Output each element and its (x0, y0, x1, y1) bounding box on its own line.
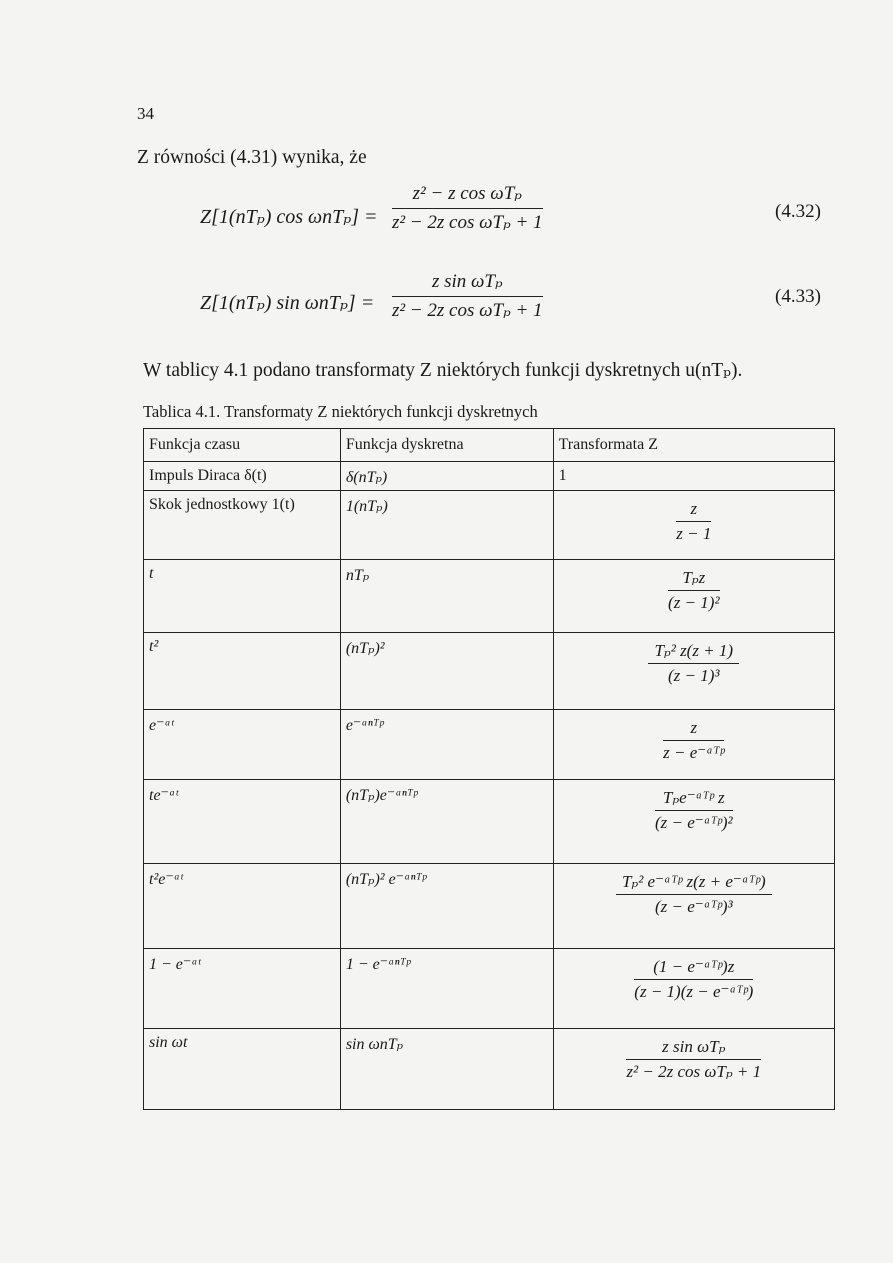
time-function-cell: te⁻ᵃᵗ (144, 780, 341, 864)
time-function-cell: Skok jednostkowy 1(t) (144, 491, 341, 560)
header-z-transform: Transformata Z (553, 429, 834, 462)
intro-text: Z równości (4.31) wynika, że (137, 147, 367, 168)
z-denominator: z² − 2z cos ωTₚ + 1 (626, 1062, 762, 1081)
header-time-function: Funkcja czasu (144, 429, 341, 462)
z-transform-fraction (634, 957, 753, 1002)
discrete-function-cell: δ(nTₚ) (340, 462, 553, 491)
z-denominator: (z − 1)³ (668, 666, 720, 685)
equation-label: (4.33) (775, 286, 821, 307)
z-numerator: z (676, 499, 711, 522)
table-row (144, 710, 835, 780)
equation-fraction (392, 182, 543, 234)
z-denominator: (z − 1)² (668, 593, 720, 612)
z-transform-cell (553, 864, 834, 949)
table-row (144, 949, 835, 1029)
z-transform-cell (553, 949, 834, 1029)
time-function-cell: t (144, 560, 341, 633)
equation-denominator: z² − 2z cos ωTₚ + 1 (392, 212, 543, 233)
table-header-row (144, 429, 835, 462)
discrete-function-cell: (nTₚ)² e⁻ᵃⁿᵀᵖ (340, 864, 553, 949)
equation-fraction (392, 270, 543, 322)
equation-lhs: Z[1(nTₚ) cos ωnTₚ] = (200, 206, 378, 228)
z-numerator: z sin ωTₚ (626, 1037, 761, 1060)
table-row (144, 462, 835, 491)
z-transform-cell (553, 1029, 834, 1110)
z-denominator: z − 1 (676, 524, 712, 543)
table-row (144, 560, 835, 633)
z-denominator: (z − 1)(z − e⁻ᵃᵀᵖ) (634, 982, 754, 1001)
z-denominator: (z − e⁻ᵃᵀᵖ)³ (654, 897, 733, 916)
z-transform-cell (553, 491, 834, 560)
discrete-function-cell: sin ωnTₚ (340, 1029, 553, 1110)
equation-numerator: z² − z cos ωTₚ (392, 182, 543, 209)
equation-numerator: z sin ωTₚ (392, 270, 543, 297)
z-denominator: z − e⁻ᵃᵀᵖ (663, 743, 725, 762)
equation-lhs: Z[1(nTₚ) sin ωnTₚ] = (200, 292, 375, 314)
z-transform-fraction (626, 1037, 761, 1082)
z-transform-cell (553, 560, 834, 633)
table-row (144, 780, 835, 864)
z-numerator: z (663, 718, 724, 741)
z-denominator: (z − e⁻ᵃᵀᵖ)² (654, 813, 733, 832)
z-transform-fraction (668, 568, 720, 613)
time-function-cell: sin ωt (144, 1029, 341, 1110)
z-transform-fraction (616, 872, 772, 917)
discrete-function-cell: 1(nTₚ) (340, 491, 553, 560)
discrete-function-cell: (nTₚ)e⁻ᵃⁿᵀᵖ (340, 780, 553, 864)
discrete-function-cell: nTₚ (340, 560, 553, 633)
z-numerator: (1 − e⁻ᵃᵀᵖ)z (634, 957, 753, 980)
table-intro-sentence: W tablicy 4.1 podano transformaty Z niektórych funkcji dyskretnych u(nTₚ). (143, 360, 743, 381)
equation-4-32 (0, 180, 893, 250)
z-transform-table (143, 428, 835, 1110)
z-transform-cell (553, 780, 834, 864)
z-transform-cell (553, 710, 834, 780)
table-row (144, 864, 835, 949)
z-transform-cell: 1 (553, 462, 834, 491)
discrete-function-cell: (nTₚ)² (340, 633, 553, 710)
z-transform-fraction (648, 641, 739, 686)
table-caption: Tablica 4.1. Transformaty Z niektórych funkcji dyskretnych (143, 402, 538, 421)
header-discrete-function: Funkcja dyskretna (340, 429, 553, 462)
time-function-cell: t²e⁻ᵃᵗ (144, 864, 341, 949)
z-numerator: Tₚ² e⁻ᵃᵀᵖ z(z + e⁻ᵃᵀᵖ) (616, 872, 772, 895)
time-function-cell: e⁻ᵃᵗ (144, 710, 341, 780)
time-function-cell: t² (144, 633, 341, 710)
z-transform-cell (553, 633, 834, 710)
discrete-function-cell: 1 − e⁻ᵃⁿᵀᵖ (340, 949, 553, 1029)
equation-4-33 (0, 268, 893, 338)
page-number: 34 (137, 104, 154, 123)
z-transform-fraction (676, 499, 711, 544)
z-transform-fraction (655, 788, 733, 833)
time-function-cell: 1 − e⁻ᵃᵗ (144, 949, 341, 1029)
table-row (144, 633, 835, 710)
table-row (144, 1029, 835, 1110)
z-numerator: Tₚe⁻ᵃᵀᵖ z (655, 788, 733, 811)
z-transform-fraction (663, 718, 724, 763)
equation-denominator: z² − 2z cos ωTₚ + 1 (392, 300, 543, 321)
equation-label: (4.32) (775, 201, 821, 222)
discrete-function-cell: e⁻ᵃⁿᵀᵖ (340, 710, 553, 780)
time-function-cell: Impuls Diraca δ(t) (144, 462, 341, 491)
z-numerator: Tₚz (668, 568, 720, 591)
z-numerator: Tₚ² z(z + 1) (648, 641, 739, 664)
table-row (144, 491, 835, 560)
